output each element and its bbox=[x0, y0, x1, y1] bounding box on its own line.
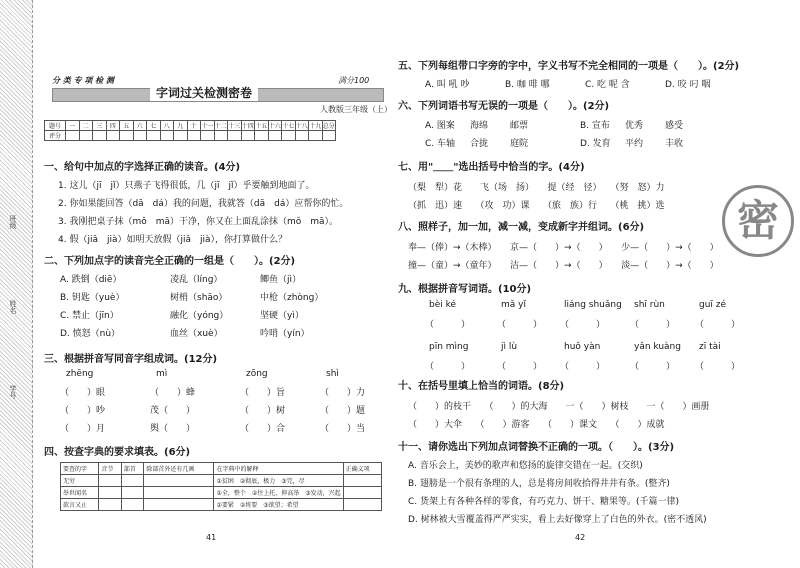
score-column-number: 十四 bbox=[241, 121, 255, 131]
section-9-blank: （ ） bbox=[560, 320, 606, 330]
score-cell bbox=[228, 131, 242, 141]
section-6-option: 合拢 bbox=[470, 139, 489, 149]
score-cell bbox=[309, 131, 323, 141]
score-column-number: 八 bbox=[160, 121, 174, 131]
score-column-number: 九 bbox=[174, 121, 188, 131]
score-cell bbox=[174, 131, 188, 141]
section-2-option: C. 禁止（jīn） bbox=[60, 311, 119, 321]
dictionary-table-blank bbox=[343, 475, 381, 487]
dictionary-table-header: 要查的字 bbox=[61, 463, 99, 475]
section-9-pinyin: shī rùn bbox=[634, 300, 665, 310]
score-cell bbox=[322, 131, 336, 141]
section-1-line: 4. 假（jiǎ jià）如明天放假（jiǎ jià），你打算做什么？ bbox=[58, 235, 288, 245]
section-3-blank: （ ）吵 bbox=[60, 406, 106, 416]
dictionary-table-blank bbox=[121, 499, 144, 511]
section-3-blank: （ ）当 bbox=[320, 424, 366, 434]
section-9-pinyin: mǎ yǐ bbox=[501, 300, 526, 310]
score-column-number: 十 bbox=[187, 121, 201, 131]
section-7-line: （抓 迅）速 （攻 功）课 （旅 族）行 （桃 挑）选 bbox=[408, 201, 665, 211]
dictionary-table-meaning: ①贫困 ②彻底，极力 ③完，尽 bbox=[214, 475, 343, 487]
dictionary-table-blank bbox=[121, 487, 144, 499]
section-3-pinyin: mì bbox=[156, 369, 168, 379]
dictionary-table-header: 部首 bbox=[121, 463, 144, 475]
section-3-blank: 茂（ ） bbox=[150, 406, 196, 416]
section-3-blank: 舆（ ） bbox=[150, 424, 196, 434]
dictionary-table-blank bbox=[144, 475, 214, 487]
dictionary-table-row bbox=[61, 487, 382, 499]
section-9-pinyin: huǒ yàn bbox=[564, 342, 601, 352]
page-title: 字词过关检测密卷 bbox=[150, 84, 258, 101]
section-2-option: 血丝（xuè） bbox=[170, 329, 223, 339]
score-cell bbox=[147, 131, 161, 141]
score-column-number: 四 bbox=[106, 121, 120, 131]
score-cell bbox=[66, 131, 80, 141]
score-cell bbox=[282, 131, 296, 141]
section-11-title: 十一、请你选出下列加点词替换不正确的一项。（ ）。(3分) bbox=[398, 442, 675, 453]
score-cell bbox=[79, 131, 93, 141]
section-2-option: 融化（yóng） bbox=[170, 311, 229, 321]
dictionary-table bbox=[60, 462, 382, 511]
dictionary-table-word: 无穷 bbox=[61, 475, 99, 487]
section-6-option: 感受 bbox=[665, 121, 684, 131]
score-column-number: 二 bbox=[79, 121, 93, 131]
section-7-title: 七、用"＿＿"选出括号中恰当的字。(4分) bbox=[398, 162, 585, 173]
score-row-label: 题号 bbox=[45, 121, 66, 131]
section-3-blank: （ ）月 bbox=[60, 424, 106, 434]
dictionary-table-blank bbox=[99, 475, 122, 487]
score-column-number: 七 bbox=[147, 121, 161, 131]
name-label: 姓名 bbox=[9, 300, 17, 314]
section-3-blank: （ ）蜂 bbox=[150, 388, 196, 398]
section-3-blank: （ ）树 bbox=[240, 406, 286, 416]
score-column-number: 六 bbox=[133, 121, 147, 131]
section-8-line: 撞—（童）→（童年） 洁—（ ）→（ ） 淡—（ ）→（ ） bbox=[408, 261, 719, 271]
section-10-line: （ ）的枝干 （ ）的大海 一（ ）树枝 一（ ）画册 bbox=[408, 402, 710, 412]
section-1-line: 3. 我刚把桌子抹（mǒ mā）干净，你又在上面乱涂抹（mǒ mā）。 bbox=[58, 217, 339, 227]
section-3-title: 三、根据拼音写同音字组成词。(12分) bbox=[44, 354, 218, 365]
score-column-number: 一 bbox=[66, 121, 80, 131]
score-table-header-row bbox=[45, 121, 336, 131]
section-9-pinyin: pīn mìng bbox=[429, 342, 469, 352]
section-9-blank: （ ） bbox=[630, 320, 676, 330]
section-6-option: C. 车轴 bbox=[425, 139, 456, 149]
score-column-number: 十五 bbox=[255, 121, 269, 131]
section-2-title: 二、下列加点字的读音完全正确的一组是（ ）。(2分) bbox=[44, 256, 296, 267]
section-3-blank: （ ）眼 bbox=[60, 388, 106, 398]
section-6-option: 邮票 bbox=[510, 121, 529, 131]
series-label: 分 类 专 项 检 测 bbox=[52, 76, 114, 85]
section-9-pinyin: zī tài bbox=[699, 342, 721, 352]
section-3-pinyin: zōng bbox=[246, 369, 268, 379]
dictionary-table-blank bbox=[144, 499, 214, 511]
score-column-number: 十三 bbox=[228, 121, 242, 131]
dictionary-table-blank bbox=[343, 499, 381, 511]
section-9-blank: （ ） bbox=[497, 362, 543, 372]
binding-strip bbox=[0, 0, 33, 568]
score-column-number: 十九 bbox=[309, 121, 323, 131]
dictionary-table-row bbox=[61, 475, 382, 487]
score-cell bbox=[133, 131, 147, 141]
score-column-number: 十二 bbox=[214, 121, 228, 131]
section-9-blank: （ ） bbox=[497, 320, 543, 330]
dictionary-table-word: 欲言又止 bbox=[61, 499, 99, 511]
section-3-blank: （ ）力 bbox=[320, 388, 366, 398]
score-cell bbox=[106, 131, 120, 141]
section-2-option: 树梢（shāo） bbox=[170, 293, 228, 303]
section-6-option: 丰收 bbox=[665, 139, 684, 149]
section-9-pinyin: jì lù bbox=[501, 342, 518, 352]
score-column-number: 十七 bbox=[282, 121, 296, 131]
score-cell bbox=[160, 131, 174, 141]
dictionary-table-word: 举世闻名 bbox=[61, 487, 99, 499]
section-9-pinyin: liáng shuǎng bbox=[564, 300, 622, 310]
score-table-score-row bbox=[45, 131, 336, 141]
section-6-option: 优秀 bbox=[625, 121, 644, 131]
page-number-right: 42 bbox=[575, 533, 586, 542]
class-label: 班级 bbox=[9, 215, 17, 229]
section-2-option: B. 钥匙（yuè） bbox=[60, 293, 125, 303]
section-1-line: 1. 这儿（jī jǐ）只燕子飞得很低，几（jī jǐ）乎要触到地面了。 bbox=[58, 181, 315, 191]
section-11-option: D. 树林被大雪覆盖得严严实实，看上去好像穿上了白色的外衣。(密不透风) bbox=[408, 515, 707, 525]
section-5-option: D. 咬 叼 咽 bbox=[665, 80, 711, 90]
score-column-number: 十八 bbox=[295, 121, 309, 131]
section-2-option: 中枪（zhòng） bbox=[260, 293, 324, 303]
section-9-pinyin: yǎn kuàng bbox=[634, 342, 681, 352]
score-cell bbox=[187, 131, 201, 141]
section-6-option: 平约 bbox=[625, 139, 644, 149]
score-cell bbox=[120, 131, 134, 141]
dictionary-table-blank bbox=[343, 487, 381, 499]
section-2-option: 吟哨（yín） bbox=[260, 329, 310, 339]
section-11-option: A. 音乐会上，美妙的歌声和悠扬的旋律交错在一起。(交织) bbox=[408, 461, 643, 471]
dictionary-table-meaning: ①全，整个 ②往上托，伸高举 ③发动，兴起 bbox=[214, 487, 343, 499]
section-8-title: 八、照样子，加一加，减一减，变成新字并组词。(6分) bbox=[398, 222, 645, 233]
section-9-blank: （ ） bbox=[630, 362, 676, 372]
student-id-label: 学号 bbox=[9, 385, 17, 399]
score-cell bbox=[295, 131, 309, 141]
section-2-option: 坚硬（yì） bbox=[260, 311, 304, 321]
section-2-option: D. 愤怒（nù） bbox=[60, 329, 121, 339]
section-9-blank: （ ） bbox=[695, 362, 741, 372]
section-5-title: 五、下列每组带口字旁的字中，字义书写不完全相同的一项是（ ）。(2分) bbox=[398, 61, 740, 72]
section-9-blank: （ ） bbox=[425, 320, 471, 330]
section-3-pinyin: shì bbox=[326, 369, 339, 379]
score-cell bbox=[93, 131, 107, 141]
score-column-number: 十一 bbox=[201, 121, 215, 131]
dictionary-table-blank bbox=[121, 475, 144, 487]
section-3-blank: （ ）旨 bbox=[240, 388, 286, 398]
score-row-label: 评分 bbox=[45, 131, 66, 141]
section-10-line: （ ）大伞 （ ）游客 （ ）课文 （ ）成就 bbox=[408, 420, 665, 430]
edition-label: 人教版三年级（上） bbox=[320, 105, 392, 114]
section-3-blank: （ ）合 bbox=[240, 424, 286, 434]
section-3-pinyin: zhēng bbox=[66, 369, 94, 379]
section-8-line: 奉—（俸）→（木棒） 京—（ ）→（ ） 少—（ ）→（ ） bbox=[408, 243, 719, 253]
section-9-pinyin: guī zé bbox=[699, 300, 727, 310]
section-4-title: 四、按查字典的要求填表。(6分) bbox=[44, 447, 191, 458]
section-6-option: D. 发育 bbox=[580, 139, 611, 149]
score-column-number: 十六 bbox=[268, 121, 282, 131]
section-3-blank: （ ）题 bbox=[320, 406, 366, 416]
score-cell bbox=[255, 131, 269, 141]
section-9-pinyin: bèi ké bbox=[429, 300, 457, 310]
section-1-line: 2. 你如果能回答（dā dá）我的问题，我就答（dā dá）应帮你的忙。 bbox=[58, 199, 349, 209]
section-9-title: 九、根据拼音写词语。(10分) bbox=[398, 284, 532, 295]
section-6-option: B. 宣布 bbox=[580, 121, 610, 131]
section-7-line: （梨 犁）花 飞（场 扬） 提（经 径） （努 怒）力 bbox=[408, 183, 665, 193]
section-6-title: 六、下列词语书写无误的一项是（ ）。(2分) bbox=[398, 101, 610, 112]
stamp-text: 密 bbox=[736, 196, 779, 245]
score-column-number: 三 bbox=[93, 121, 107, 131]
section-9-blank: （ ） bbox=[695, 320, 741, 330]
score-cell bbox=[241, 131, 255, 141]
score-cell bbox=[214, 131, 228, 141]
dictionary-table-blank bbox=[99, 499, 122, 511]
section-11-option: C. 货架上有各种各样的零食，有巧克力、饼干、糖果等。(千篇一律) bbox=[408, 497, 680, 507]
section-5-option: B. 咖 啡 哪 bbox=[505, 80, 550, 90]
section-1-title: 一、给句中加点的字选择正确的读音。(4分) bbox=[44, 162, 241, 173]
section-9-blank: （ ） bbox=[560, 362, 606, 372]
dictionary-table-header-row bbox=[61, 463, 382, 475]
secret-stamp bbox=[722, 185, 794, 257]
dictionary-table-meaning: ①要紧 ②将要 ③欲望；希望 bbox=[214, 499, 343, 511]
dictionary-table-row bbox=[61, 499, 382, 511]
dictionary-table-header: 音节 bbox=[99, 463, 122, 475]
section-2-option: 鲫鱼（jì） bbox=[260, 275, 302, 285]
section-6-option: 庭院 bbox=[510, 139, 529, 149]
section-9-blank: （ ） bbox=[425, 362, 471, 372]
section-5-option: A. 叫 吼 吵 bbox=[425, 80, 470, 90]
page-number-left: 41 bbox=[206, 533, 217, 542]
score-note: 满分100 bbox=[338, 76, 370, 85]
score-column-number: 五 bbox=[120, 121, 134, 131]
dictionary-table-blank bbox=[99, 487, 122, 499]
section-10-title: 十、在括号里填上恰当的词语。(8分) bbox=[398, 381, 565, 392]
score-cell bbox=[201, 131, 215, 141]
dictionary-table-header: 在字典中的解释 bbox=[214, 463, 343, 475]
score-cell bbox=[268, 131, 282, 141]
score-table bbox=[44, 120, 336, 141]
dictionary-table-blank bbox=[144, 487, 214, 499]
section-11-option: B. 翅膀是一个很有条理的人，总是将房间收拾得井井有条。(整齐) bbox=[408, 479, 670, 489]
score-column-number: 总分 bbox=[322, 121, 336, 131]
dictionary-table-header: 正确义项 bbox=[343, 463, 381, 475]
section-2-option: 凌乱（líng） bbox=[170, 275, 223, 285]
section-2-option: A. 跌倒（diē） bbox=[60, 275, 122, 285]
section-6-option: A. 图案 bbox=[425, 121, 455, 131]
dictionary-table-header: 除部首外还有几画 bbox=[144, 463, 214, 475]
section-6-option: 海绵 bbox=[470, 121, 489, 131]
section-5-option: C. 吃 呢 含 bbox=[585, 80, 630, 90]
